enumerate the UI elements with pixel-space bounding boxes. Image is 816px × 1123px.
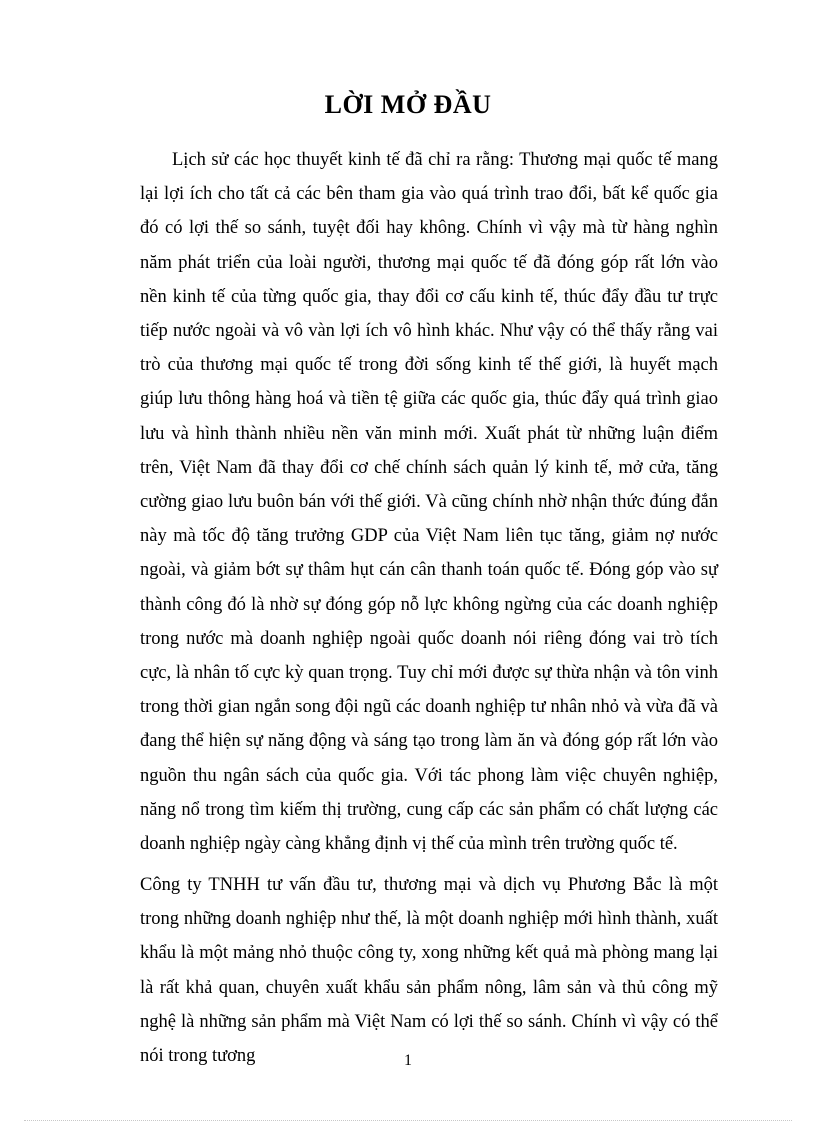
page-divider — [24, 1120, 792, 1121]
body-paragraph-1: Lịch sử các học thuyết kinh tế đã chỉ ra rằng: Thương mại quốc tế mang lại lợi ích cho tất cả các bên tham gia vào quá trình trao đổi, bất kể quốc gia đó có lợi thế so sánh, tuyệt đối hay không. Chính vì vậy mà từ hàng nghìn năm phát triển của loài người, thương mại quốc tế đã đóng góp rất lớn vào nền kinh tế của từng quốc gia, thay đổi cơ cấu kinh tế, thúc đẩy đầu tư trực tiếp nước ngoài và vô vàn lợi ích vô hình khác. Như vậy có thể thấy rằng vai trò của thương mại quốc tế trong đời sống kinh tế thế giới, là huyết mạch giúp lưu thông hàng hoá và tiền tệ giữa các quốc gia, thúc đẩy quá trình giao lưu và hình thành nhiều nền văn minh mới. Xuất phát từ những luận điểm trên, Việt Nam đã thay đổi cơ chế chính sách quản lý kinh tế, mở cửa, tăng cường giao lưu buôn bán với thế giới. Và cũng chính nhờ nhận thức đúng đắn này mà tốc độ tăng trưởng GDP của Việt Nam liên tục tăng, giảm nợ nước ngoài, và giảm bớt sự thâm hụt cán cân thanh toán quốc tế. Đóng góp vào sự thành công đó là nhờ sự đóng góp nỗ lực không ngừng của các doanh nghiệp trong nước mà doanh nghiệp ngoài quốc doanh nói riêng đóng vai trò tích cực, là nhân tố cực kỳ quan trọng. Tuy chỉ mới được sự thừa nhận và tôn vinh trong thời gian ngắn song đội ngũ các doanh nghiệp tư nhân nhỏ và vừa đã và đang thể hiện sự năng động và sáng tạo trong làm ăn và đóng góp rất lớn vào nguồn thu ngân sách của quốc gia. Với tác phong làm việc chuyên nghiệp, năng nổ trong tìm kiếm thị trường, cung cấp các sản phẩm có chất lượng các doanh nghiệp ngày càng khẳng định vị thế của mình trên trường quốc tế. — [140, 150, 718, 855]
body-paragraph-2: Công ty TNHH tư vấn đầu tư, thương mại và dịch vụ Phương Bắc là một trong những doanh nghiệp như thế, là một doanh nghiệp mới hình thành, xuất khẩu là một mảng nhỏ thuộc công ty, xong những kết quả mà phòng mang lại là rất khả quan, chuyên xuất khẩu sản phẩm nông, lâm sản và thủ công mỹ nghệ là những sản phẩm mà Việt Nam có lợi thế so sánh. Chính vì vậy có thể nói trong tương — [140, 875, 718, 1067]
document-title: LỜI MỞ ĐẦU — [324, 90, 492, 119]
page-number: 1 — [404, 1052, 412, 1069]
